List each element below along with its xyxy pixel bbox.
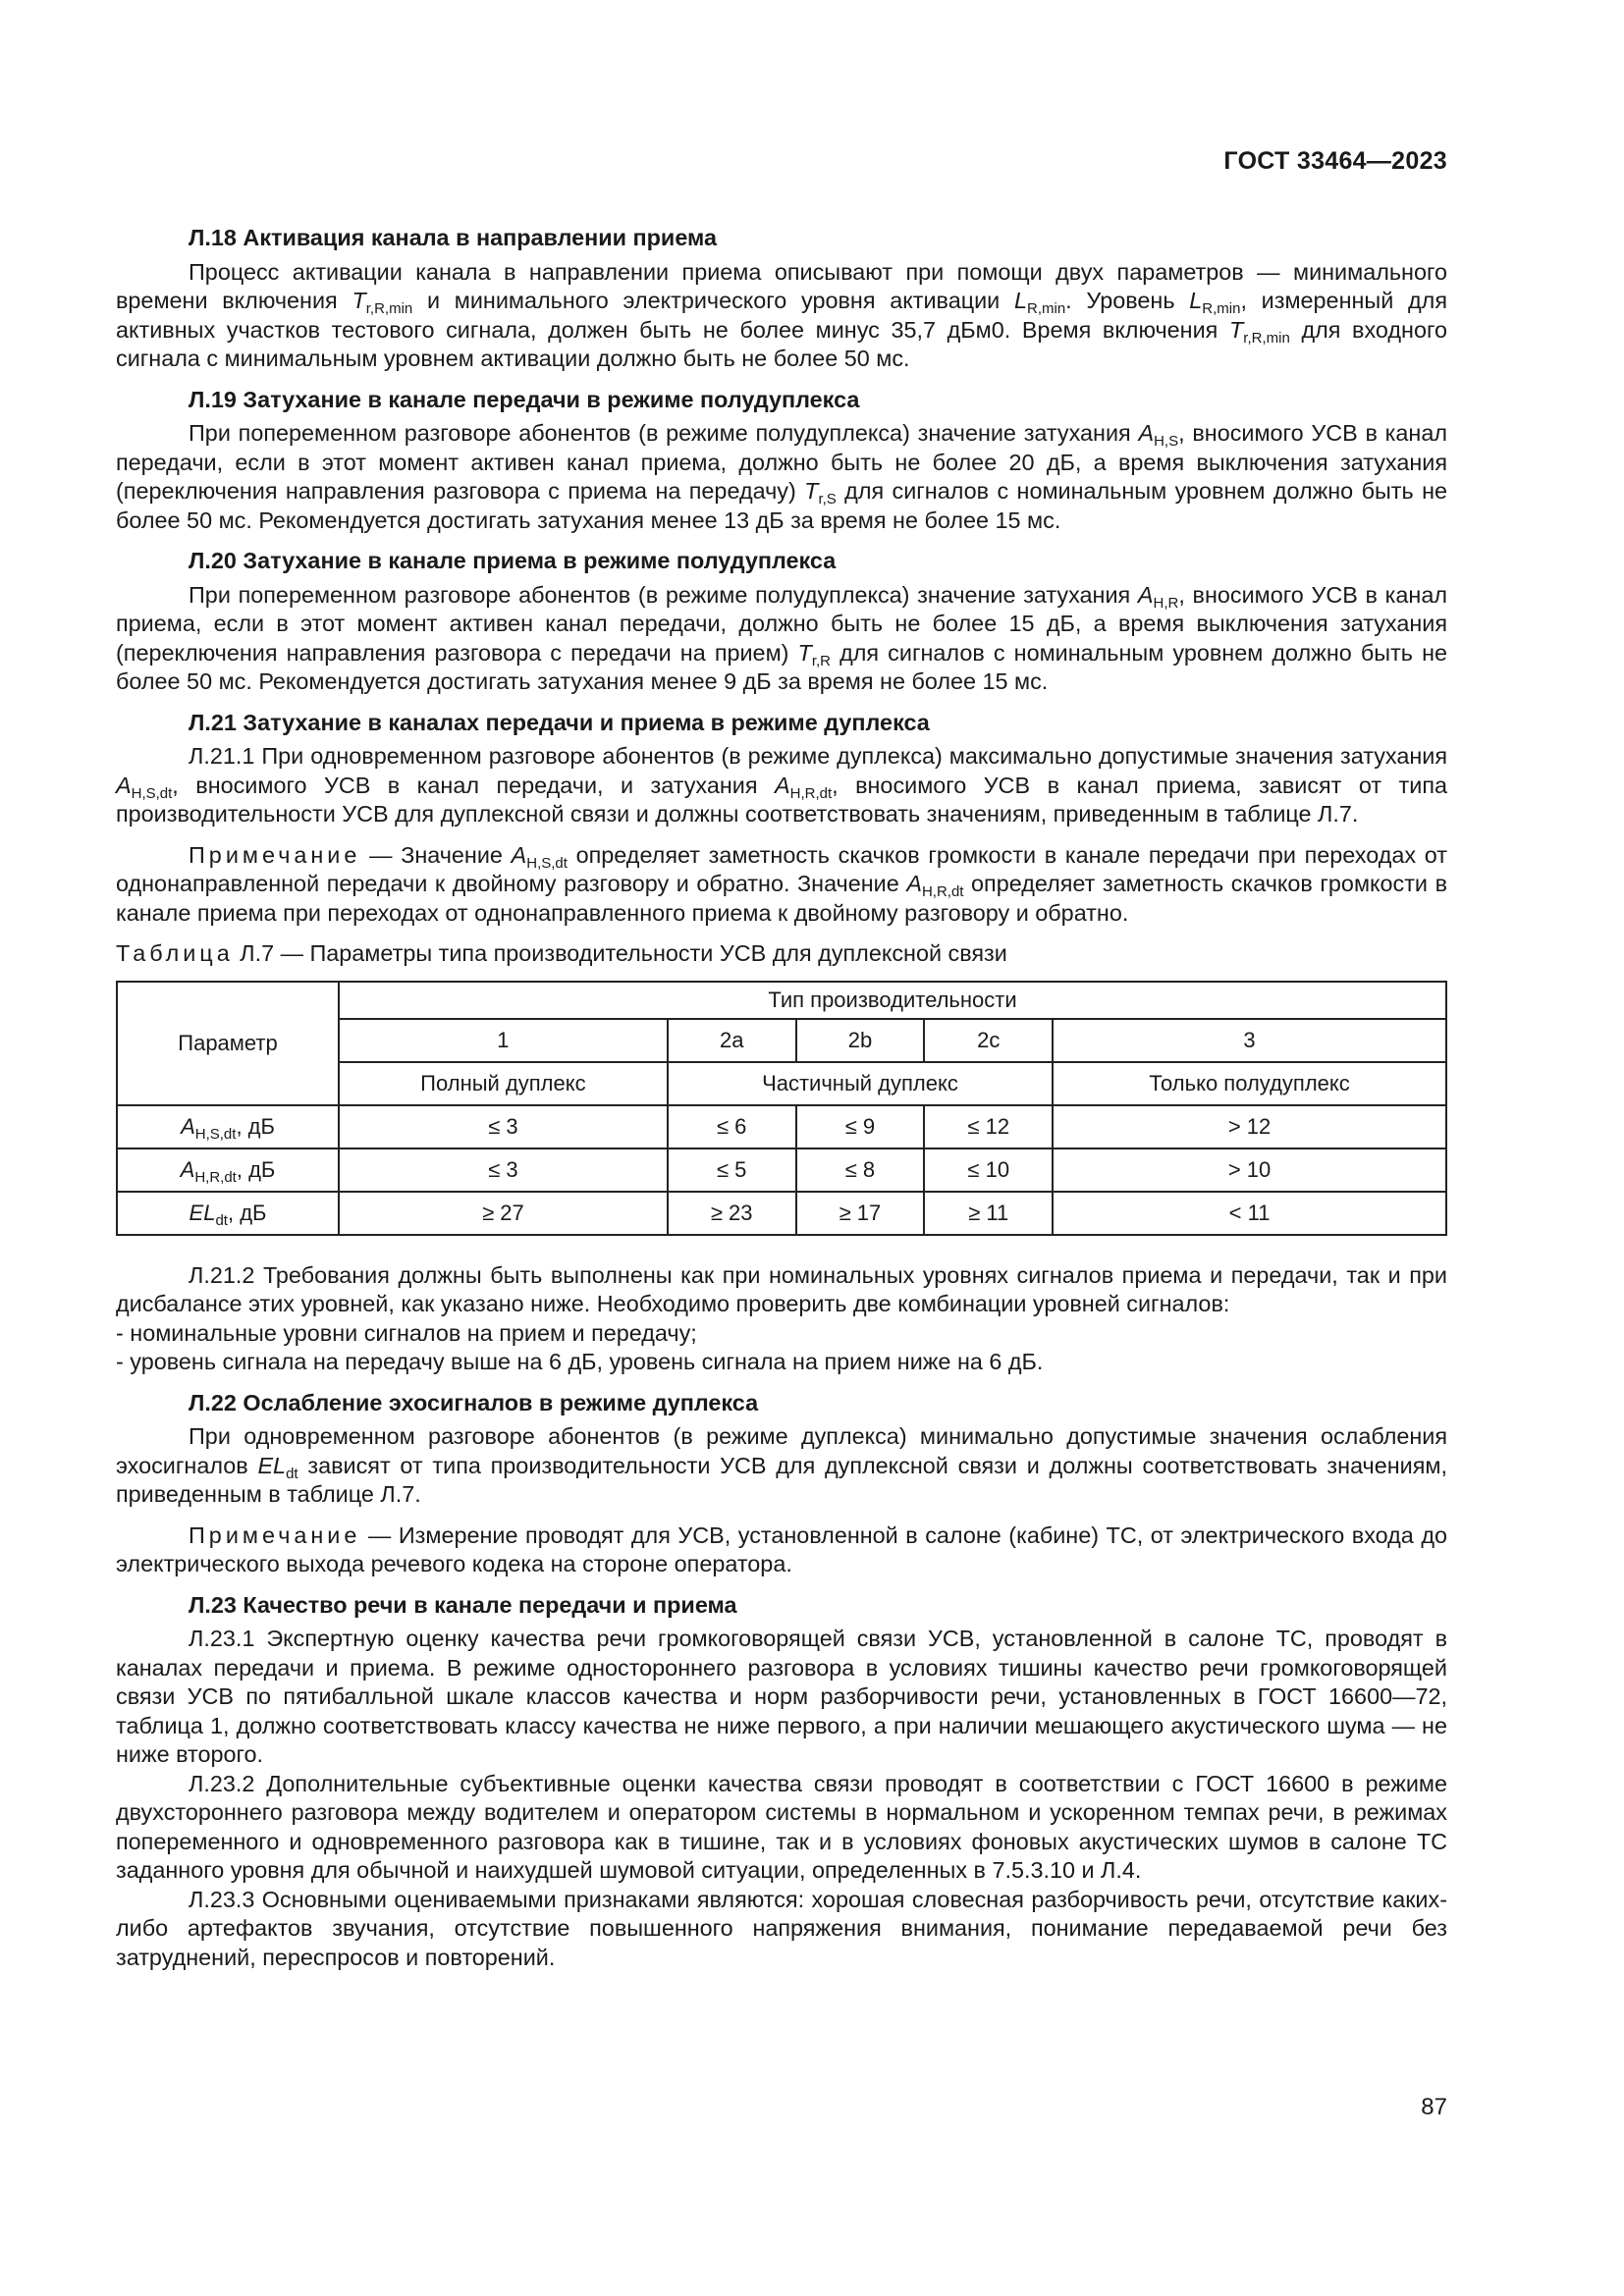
value-cell: ≥ 23 bbox=[668, 1192, 796, 1235]
section-heading-l18: Л.18 Активация канала в направлении приема bbox=[189, 225, 718, 250]
value-cell: > 10 bbox=[1053, 1148, 1446, 1192]
section-heading-l21: Л.21 Затухание в каналах передачи и приема в режиме дуплекса bbox=[189, 709, 930, 735]
value-cell: ≤ 10 bbox=[924, 1148, 1053, 1192]
paragraph-l23-2: Л.23.2 Дополнительные субъективные оценки качества связи проводят в соответствии с ГОСТ 16600 в режиме двухстороннего разговора между водителем и оператором системы в нормальном и ускоренном темпах речи, в режимах попеременного и одновременного разговора как в тишине, так и в условиях фоновых акустических шумов в салоне ТС заданного уровня для обычной и наихудшей шумовой ситуации, определенных в 7.5.3.10 и Л.4. bbox=[116, 1770, 1447, 1883]
type-cell: 3 bbox=[1053, 1019, 1446, 1062]
type-header-cell: Тип производительности bbox=[339, 982, 1446, 1019]
section-heading-l23: Л.23 Качество речи в канале передачи и приема bbox=[189, 1591, 737, 1618]
paragraph-l21-1: Л.21.1 При одновременном разговоре абонентов (в режиме дуплекса) максимально допустимые значения затухания $A_{H,S,dt}$, вносимого УСВ в канал передачи, и затухания $A_{H,R,dt}$, вносимого УСВ в канал приема, зависят от типа производительности УСВ для дуплексной связи и должны соответствовать значениям, приведенным в таблице Л.7. bbox=[116, 743, 1447, 827]
value-cell: ≥ 11 bbox=[924, 1192, 1053, 1235]
row-param-cell: $A_{H,R,dt}$, дБ bbox=[117, 1148, 339, 1192]
table-row bbox=[117, 1148, 1446, 1192]
table-row bbox=[117, 1105, 1446, 1148]
value-cell: ≤ 8 bbox=[796, 1148, 925, 1192]
paragraph-l21-2: Л.21.2 Требования должны быть выполнены как при номинальных уровнях сигналов приема и передачи, так и при дисбалансе этих уровней, как указано ниже. Необходимо проверить две комбинации уровней сигналов: bbox=[116, 1261, 1447, 1316]
table-caption: Таблица Л.7 — Параметры типа производительности УСВ для дуплексной связи bbox=[116, 940, 1007, 966]
value-cell: ≤ 5 bbox=[668, 1148, 796, 1192]
param-header-cell: Параметр bbox=[117, 982, 339, 1105]
value-cell: < 11 bbox=[1053, 1192, 1446, 1235]
paragraph-l22: При одновременном разговоре абонентов (в режиме дуплекса) минимально допустимые значения ослабления эхосигналов $EL_{dt}$ зависят от типа производительности УСВ для дуплексной связи и должны соответствовать значениям, приведенным в таблице Л.7. bbox=[116, 1423, 1447, 1507]
value-cell: ≤ 9 bbox=[796, 1105, 925, 1148]
row-param-cell: $A_{H,S,dt}$, дБ bbox=[117, 1105, 339, 1148]
paragraph-l20: При попеременном разговоре абонентов (в режиме полудуплекса) значение затухания $A_{H,R}$, вносимого УСВ в канал приема, если в этот момент активен канал передачи, должно быть не более 15 дБ, а время выключения затухания (переключения направления разговора с передачи на прием) $T_{r,R}$ для сигналов с номинальным уровнем должно быть не более 50 мс. Рекомендуется достигать затухания менее 9 дБ за время не более 15 мс. bbox=[116, 581, 1447, 694]
table-row bbox=[117, 1192, 1446, 1235]
note-l21: Примечание — Значение $A_{H,S,dt}$ определяет заметность скачков громкости в канале передачи при переходах от однонаправленной передачи к двойному разговору и обратно. Значение $A_{H,R,dt}$ определяет заметность скачков громкости в канале приема при переходах от однонаправленного приема к двойному разговору и обратно. bbox=[116, 841, 1447, 926]
value-cell: ≤ 12 bbox=[924, 1105, 1053, 1148]
type-cell: 2c bbox=[924, 1019, 1053, 1062]
value-cell: ≥ 17 bbox=[796, 1192, 925, 1235]
list-item: - уровень сигнала на передачу выше на 6 дБ, уровень сигнала на прием ниже на 6 дБ. bbox=[116, 1349, 1044, 1374]
section-heading-l20: Л.20 Затухание в канале приема в режиме полудуплекса bbox=[189, 548, 837, 573]
value-cell: > 12 bbox=[1053, 1105, 1446, 1148]
paragraph-l18: Процесс активации канала в направлении приема описывают при помощи двух параметров — минимального времени включения $T_{r,R,min}$ и минимального электрического уровня активации $L_{R,min}$. Уровень $L_{R,min}$, измеренный для активных участков тестового сигнала, должен быть не более минус 35,7 дБм0. Время включения $T_{r,R,min}$ для входного сигнала с минимальным уровнем активации должно быть не более 50 мс. bbox=[116, 258, 1447, 371]
half-only-cell: Только полудуплекс bbox=[1053, 1062, 1446, 1105]
full-duplex-cell: Полный дуплекс bbox=[339, 1062, 668, 1105]
type-cell: 1 bbox=[339, 1019, 668, 1062]
section-heading-l19: Л.19 Затухание в канале передачи в режиме полудуплекса bbox=[189, 386, 860, 412]
note-l22: Примечание — Измерение проводят для УСВ, установленной в салоне (кабине) ТС, от электрического входа до электрического выхода речевого кодека на стороне оператора. bbox=[116, 1522, 1447, 1576]
paragraph-l23-1: Л.23.1 Экспертную оценку качества речи громкоговорящей связи УСВ, установленной в салоне ТС, проводят в каналах передачи и приема. В режиме одностороннего разговора в условиях тишины качество речи громкоговорящей связи УСВ по пятибалльной шкале классов качества и норм разборчивости речи, установленных в ГОСТ 16600—72, таблица 1, должно соответствовать классу качества не ниже первого, а при наличии мешающего акустического шума — не ниже второго. bbox=[116, 1626, 1447, 1767]
type-cell: 2b bbox=[796, 1019, 925, 1062]
value-cell: ≤ 6 bbox=[668, 1105, 796, 1148]
row-param-cell: $EL_{dt}$, дБ bbox=[117, 1192, 339, 1235]
page-number: 87 bbox=[1421, 2094, 1447, 2120]
value-cell: ≤ 3 bbox=[339, 1148, 668, 1192]
type-cell: 2a bbox=[668, 1019, 796, 1062]
value-cell: ≤ 3 bbox=[339, 1105, 668, 1148]
paragraph-l19: При попеременном разговоре абонентов (в режиме полудуплекса) значение затухания $A_{H,S}$, вносимого УСВ в канал передачи, если в этот момент активен канал приема, должно быть не более 20 дБ, а время выключения затухания (переключения направления разговора с приема на передачу) $T_{r,S}$ для сигналов с номинальным уровнем должно быть не более 50 мс. Рекомендуется достигать затухания менее 13 дБ за время не более 15 мс. bbox=[116, 420, 1447, 533]
combination-list bbox=[116, 1319, 1447, 1377]
value-cell: ≥ 27 bbox=[339, 1192, 668, 1235]
document-body bbox=[116, 224, 1447, 1972]
document-header: ГОСТ 33464—2023 bbox=[1223, 147, 1447, 175]
list-item: - номинальные уровни сигналов на прием и передачу; bbox=[116, 1319, 697, 1346]
paragraph-l23-3: Л.23.3 Основными оцениваемыми признаками являются: хорошая словесная разборчивость речи, отсутствие каких-либо артефактов звучания, отсутствие повышенного напряжения внимания, понимание передаваемой речи без затруднений, переспросов и повторений. bbox=[116, 1886, 1447, 1970]
table-header-row bbox=[117, 982, 1446, 1019]
section-heading-l22: Л.22 Ослабление эхосигналов в режиме дуплекса bbox=[189, 1389, 759, 1415]
performance-type-table bbox=[116, 981, 1447, 1236]
partial-duplex-cell: Частичный дуплекс bbox=[668, 1062, 1053, 1105]
